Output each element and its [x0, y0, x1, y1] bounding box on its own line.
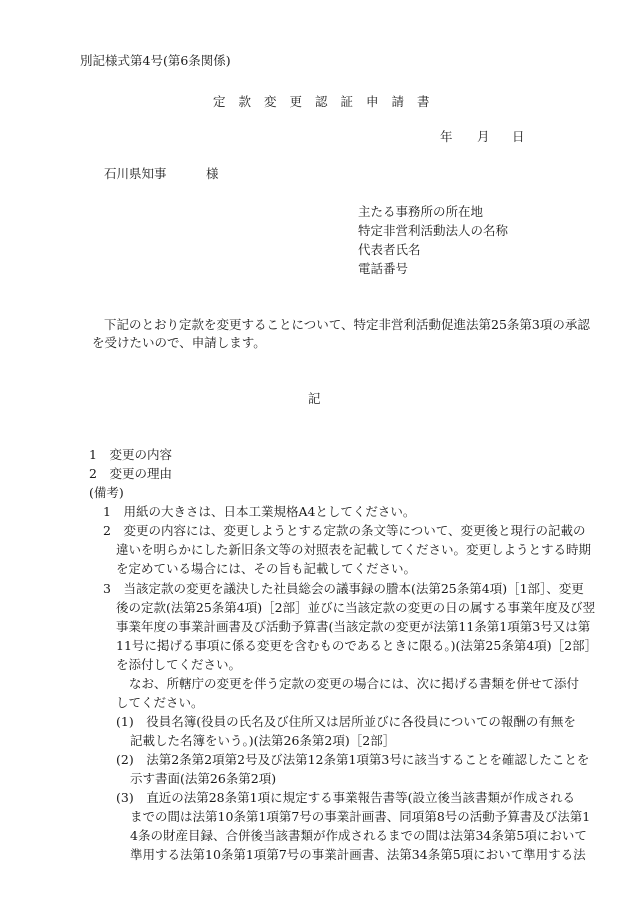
date-year: 年 — [440, 129, 453, 144]
honorific: 様 — [206, 166, 219, 181]
remark-line: を添付してください。 — [116, 657, 242, 672]
item-1: 1 変更の内容 — [89, 447, 172, 462]
remark-line: 1 用紙の大きさは、日本工業規格A4としてください。 — [103, 504, 416, 519]
remark-line: 事業年度の事業計画書及び活動予算書(当該定款の変更が法第11条第1項第3号又は第 — [116, 619, 591, 634]
remark-line: 記載した名簿をいう。)(法第26条第2項)［2部］ — [130, 733, 396, 748]
remark-line: (3) 直近の法第28条第1項に規定する事業報告書等(設立後当該書類が作成される — [116, 790, 575, 805]
intro-line-1: 下記のとおり定款を変更することについて、特定非営利活動促進法第25条第3項の承認 — [104, 317, 590, 332]
remark-line: 2 変更の内容には、変更しようとする定款の条文等について、変更後と現行の記載の — [103, 523, 586, 538]
ki-heading: 記 — [308, 391, 321, 406]
addressee: 石川県知事 — [104, 166, 167, 181]
applicant-office-label: 主たる事務所の所在地 — [358, 204, 484, 219]
applicant-corp-name-label: 特定非営利活動法人の名称 — [358, 223, 509, 238]
remark-line: 後の定款(法第25条第4項)［2部］並びに当該定款の変更の日の属する事業年度及び翌 — [116, 600, 596, 615]
remark-line: 11号に掲げる事項に係る変更を含むものであるときに限る。)(法第25条第4項)［2部］ — [116, 638, 598, 653]
remark-line: してください。 — [116, 695, 204, 710]
remark-line: (2) 法第2条第2項第2号及び法第12条第1項第3号に該当することを確認したことを — [116, 752, 590, 767]
applicant-rep-name-label: 代表者氏名 — [358, 242, 421, 257]
date-month: 月 — [477, 129, 490, 144]
intro-line-2: を受けたいので、申請します。 — [92, 335, 266, 350]
remark-line: を定めている場合には、その旨も記載してください。 — [116, 561, 417, 576]
remark-line: 3 当該定款の変更を議決した社員総会の議事録の謄本(法第25条第4項)［1部］、変更 — [103, 581, 584, 596]
remark-line: 違いを明らかにした新旧条文等の対照表を記載してください。変更しようとする時期 — [116, 542, 592, 557]
remarks-heading: (備考) — [89, 485, 124, 500]
remark-line: 示す書面(法第26条第2項) — [130, 771, 277, 786]
form-number: 別記様式第4号(第6条関係) — [80, 53, 231, 68]
item-2: 2 変更の理由 — [89, 466, 172, 481]
remark-line: なお、所轄庁の変更を伴う定款の変更の場合には、次に掲げる書類を併せて添付 — [129, 676, 580, 691]
applicant-phone-label: 電話番号 — [358, 261, 409, 276]
remark-line: 準用する法第10条第1項第7号の事業計画書、法第34条第5項において準用する法 — [130, 847, 586, 862]
remark-line: までの間は法第10条第1項第7号の事業計画書、同項第8号の活動予算書及び法第1 — [130, 809, 591, 824]
document-title: 定款変更認証申請書 — [213, 94, 443, 109]
remark-line: (1) 役員名簿(役員の氏名及び住所又は居所並びに各役員についての報酬の有無を — [116, 714, 576, 729]
remark-line: 4条の財産目録、合併後当該書類が作成されるまでの間は法第34条第5項において — [130, 828, 587, 843]
date-day: 日 — [512, 129, 525, 144]
